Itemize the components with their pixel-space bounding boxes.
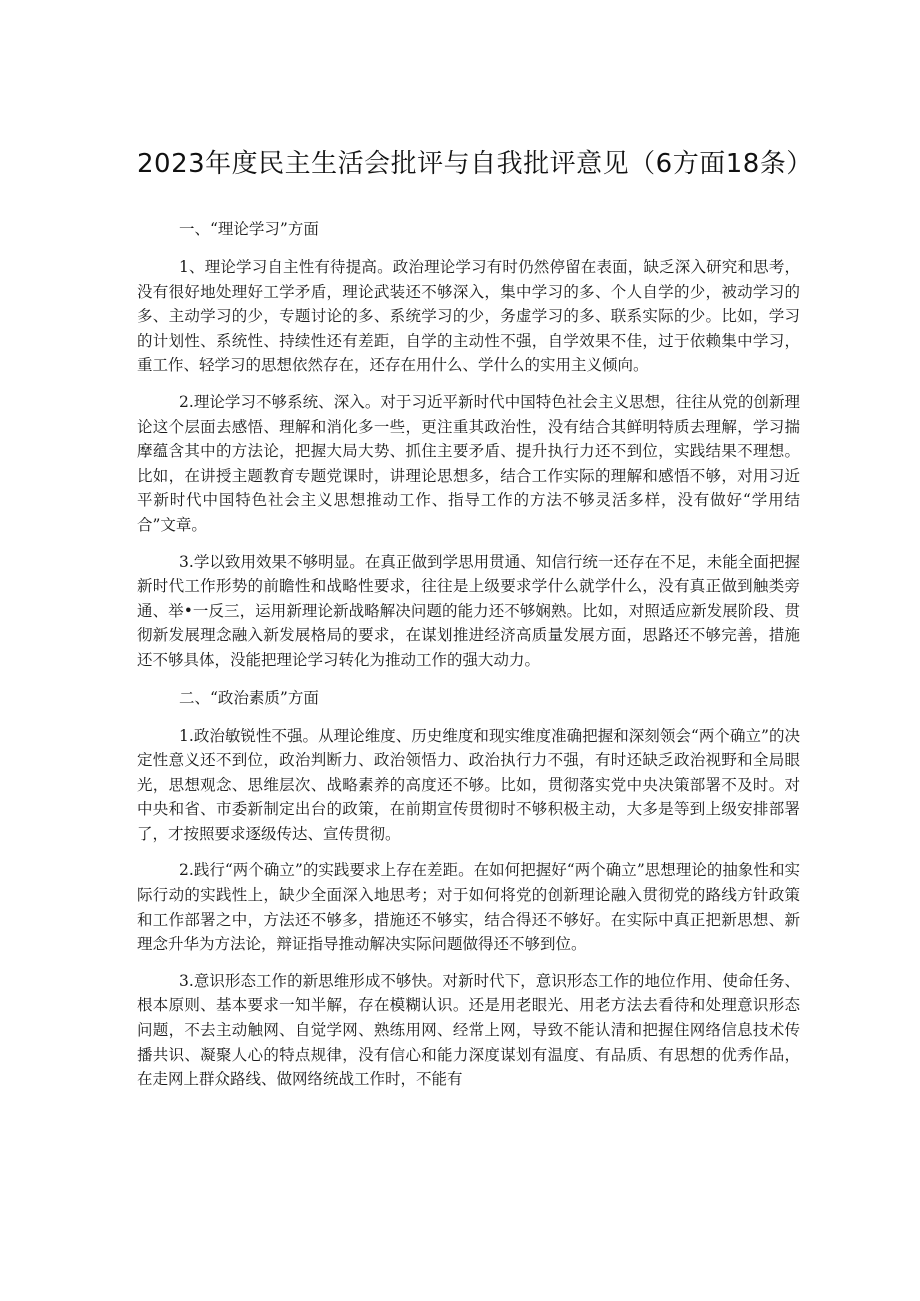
document-title: 2023年度民主生活会批评与自我批评意见（6方面18条） [137,149,813,179]
section-heading: 一、“理论学习”方面 [179,220,319,238]
paragraph: 3.学以致用效果不够明显。在真正做到学思用贯通、知信行统一还存在不足，未能全面把握新时代工作形势的前瞻性和战略性要求，往往是上级要求学什么就学什么，没有真正做到触类旁通、举•一反三，运用新理论新战略解决问题的能力还不够娴熟。比如，对照适应新发展阶段、贯彻新发展理念融入新发展格局的要求，在谋划推进经济高质量发展方面，思路还不够完善，措施还不够具体，没能把理论学习转化为推动工作的强大动力。 [137,552,800,669]
paragraph: 1.政治敏锐性不强。从理论维度、历史维度和现实维度准确把握和深刻领会“两个确立”的决定性意义还不到位，政治判断力、政治领悟力、政治执行力不强，有时还缺乏政治视野和全局眼光，思想观念、思维层次、战略素养的高度还不够。比如，贯彻落实党中央决策部署不及时。对中央和省、市委新制定出台的政策，在前期宣传贯彻时不够积极主动，大多是等到上级安排部署了，才按照要求逐级传达、宣传贯彻。 [137,726,800,843]
section-heading: 二、“政治素质”方面 [179,688,319,707]
paragraph: 1、理论学习自主性有待提高。政治理论学习有时仍然停留在表面，缺乏深入研究和思考，没有很好地处理好工学矛盾，理论武装还不够深入，集中学习的多、个人自学的少，被动学习的多、主动学习的少，专题讨论的多、系统学习的少，务虚学习的多、联系实际的少。比如，学习的计划性、系统性、持续性还有差距，自学的主动性不强，自学效果不佳，过于依赖集中学习，重工作、轻学习的思想依然存在，还存在用什么、学什么的实用主义倾向。 [137,258,800,375]
section-theory-study [137,216,800,673]
section-political-quality [137,685,800,1092]
paragraph: 2.践行“两个确立”的实践要求上存在差距。在如何把握好“两个确立”思想理论的抽象性和实际行动的实践性上，缺少全面深入地思考；对于如何将党的创新理论融入贯彻党的路线方针政策和工作部署之中，方法还不够多，措施还不够实，结合得还不够好。在实际中真正把新思想、新理念升华为方法论，辩证指导推动解决实际问题做得还不够到位。 [137,861,800,954]
paragraph: 2.理论学习不够系统、深入。对于习近平新时代中国特色社会主义思想，往往从党的创新理论这个层面去感悟、理解和消化多一些，更注重其政治性，没有结合其鲜明特质去理解，学习揣摩蕴含其中的方法论，把握大局大势、抓住主要矛盾、提升执行力还不到位，实践结果不理想。比如，在讲授主题教育专题党课时，讲理论思想多，结合工作实际的理解和感悟不够，对用习近平新时代中国特色社会主义思想推动工作、指导工作的方法不够灵活多样，没有做好“学用结合”文章。 [137,392,800,534]
paragraph: 3.意识形态工作的新思维形成不够快。对新时代下，意识形态工作的地位作用、使命任务、根本原则、基本要求一知半解，存在模糊认识。还是用老眼光、用老方法去看待和处理意识形态问题，不去主动触网、自觉学网、熟练用网、经常上网，导致不能认清和把握住网络信息技术传播共识、凝聚人心的特点规律，没有信心和能力深度谋划有温度、有品质、有思想的优秀作品，在走网上群众路线、做网络统战工作时，不能有 [137,971,800,1089]
